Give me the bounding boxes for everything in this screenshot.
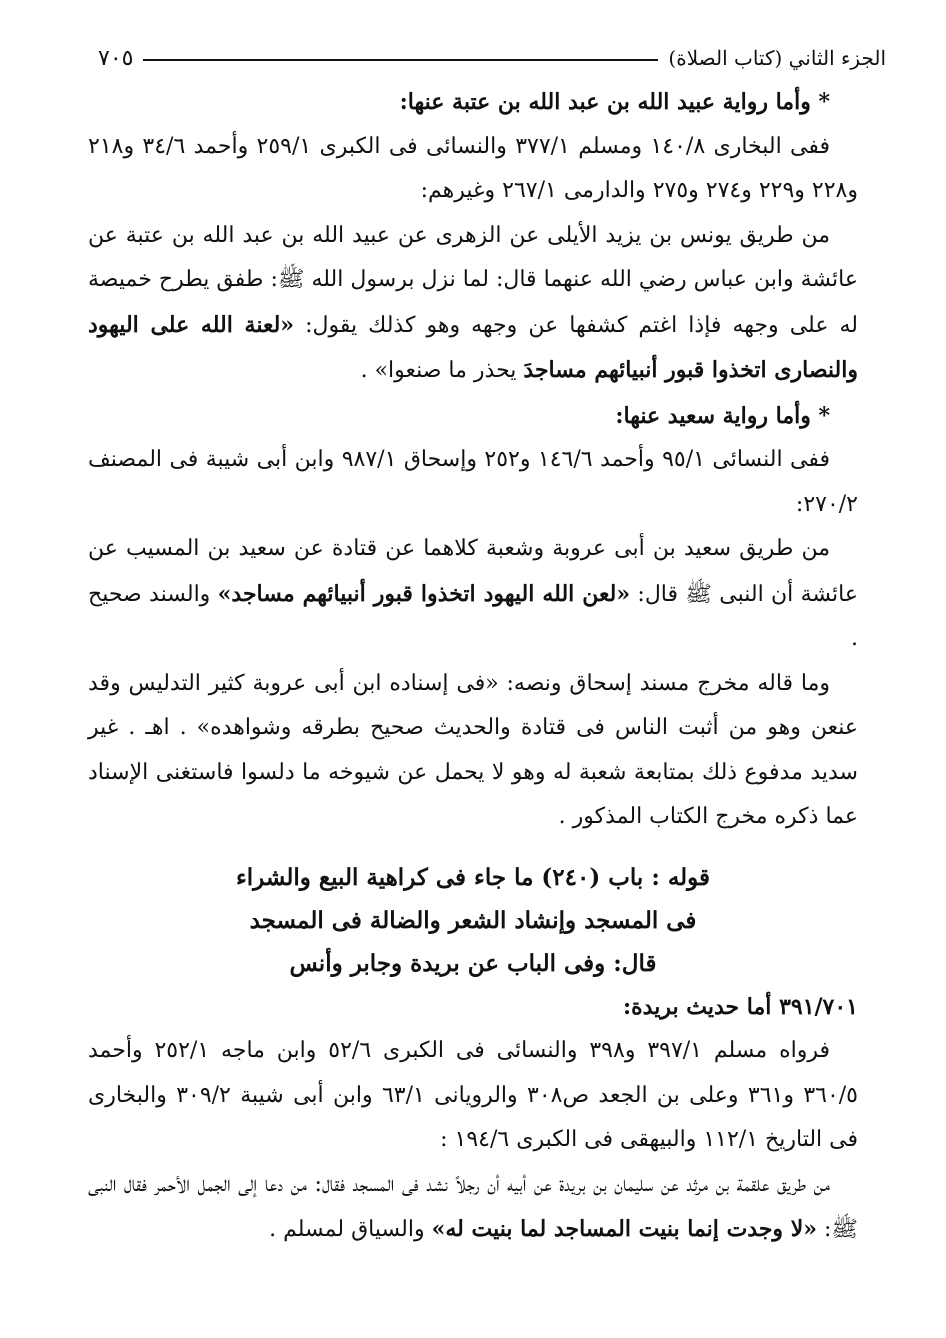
- hadith-text-saeed: [88, 527, 858, 662]
- sources-ubaidullah: ففى البخارى ١٤٠/٨ ومسلم ٣٧٧/١ والنسائى فى الكبرى ٢٥٩/١ وأحمد ٣٤/٦ و٢١٨ و٢٢٨ و٢٢٩ و٢٧٤ و٢٧٥ والدارمى ٢٦٧/١ وغيرهم:: [88, 133, 858, 203]
- hadith-text-ubaidullah: [88, 214, 858, 394]
- chapter-heading-line: قال: وفى الباب عن بريدة وجابر وأنس: [289, 949, 657, 977]
- hadith-text-part: والسياق لمسلم .: [269, 1217, 432, 1242]
- chapter-heading-line: قوله : باب (٢٤٠) ما جاء فى كراهية البيع والشراء: [235, 863, 711, 891]
- spacer: [88, 840, 858, 856]
- hadith-quote: «لعن الله اليهود اتخذوا قبور أنبيائهم مساجد»: [217, 580, 631, 607]
- hadith-quote: «لعنة الله على اليهود والنصارى اتخذوا قبور أنبيائهم مساجدَ: [88, 311, 858, 383]
- chapter-heading-line: فى المسجد وإنشاد الشعر والضالة فى المسجد: [249, 906, 697, 934]
- commentary-paragraph: وما قاله مخرج مسند إسحاق ونصه: «فى إسناده ابن أبى عروبة كثير التدليس وقد عنعن وهو من أثبت الناس فى قتادة والحديث صحيح بطرقه وشواهده» . اهـ . غير سديد مدفوع ذلك بمتابعة شعبة له وهو لا يحمل عن شيوخه ما دلسوا فاستغنى الإسناد عما ذكره مخرج الكتاب المذكور .: [88, 670, 859, 829]
- chapter-heading: [88, 856, 858, 985]
- sources-saeed: ففى النسائى ٩٥/١ وأحمد ١٤٦/٦ و٢٥٢ وإسحاق ٩٨٧/١ وابن أبى شيبة فى المصنف ٢٧٠/٢:: [88, 447, 858, 517]
- section-heading-ubaidullah: * وأما رواية عبيد الله بن عبد الله بن عتبة عنها:: [399, 89, 830, 115]
- page-header: [88, 36, 886, 80]
- hadith-text-part: والسند صحيح .: [88, 581, 858, 651]
- hadith-text-part: من طريق يونس بن يزيد الأيلى عن الزهرى عن عبيد الله بن عبد الله بن عتبة عن عائشة وابن عباس رضي الله عنهما قال: لما نزل برسول الله ﷺ: طفق يطرح خميصة له على وجهه فإذا اغتم كشفها عن وجهه وهو كذلك يقول:: [88, 222, 858, 338]
- page-number: ٧٠٥: [98, 45, 134, 71]
- hadith-text-buraydah: [88, 1163, 858, 1253]
- header-rule: [143, 59, 658, 61]
- hadith-text-part: يحذر ما صنعوا» .: [360, 358, 524, 383]
- section-heading-saeed: * وأما رواية سعيد عنها:: [615, 402, 830, 429]
- hadith-number-heading: ٣٩١/٧٠١ أما حديث بريدة:: [623, 993, 858, 1020]
- hadith-text-part: من طريق علقمة بن مرثد عن سليمان بن بريدة عن أبيه أن رجلاً نشد فى المسجد فقال: من دعا إلى الجمل الأحمر فقال النبى ﷺ:: [88, 1171, 858, 1242]
- sources-buraydah: فرواه مسلم ٣٩٧/١ و٣٩٨ والنسائى فى الكبرى ٥٢/٦ وابن ماجه ٢٥٢/١ وأحمد ٣٦٠/٥ و٣٦١ وعلى بن الجعد ص٣٠٨ والرويانى ٦٣/١ وابن أبى شيبة ٣٠٩/٢ والبخارى فى التاريخ ١١٢/١ والبيهقى فى الكبرى ١٩٤/٦ :: [88, 1038, 858, 1152]
- hadith-quote: «لا وجدت إنما بنيت المساجد لما بنيت له»: [431, 1216, 818, 1242]
- hadith-text-part: من طريق سعيد بن أبى عروبة وشعبة كلاهما عن قتادة عن سعيد بن المسيب عن عائشة أن النبى ﷺ قال:: [88, 536, 858, 607]
- running-title: الجزء الثاني (كتاب الصلاة): [668, 46, 886, 70]
